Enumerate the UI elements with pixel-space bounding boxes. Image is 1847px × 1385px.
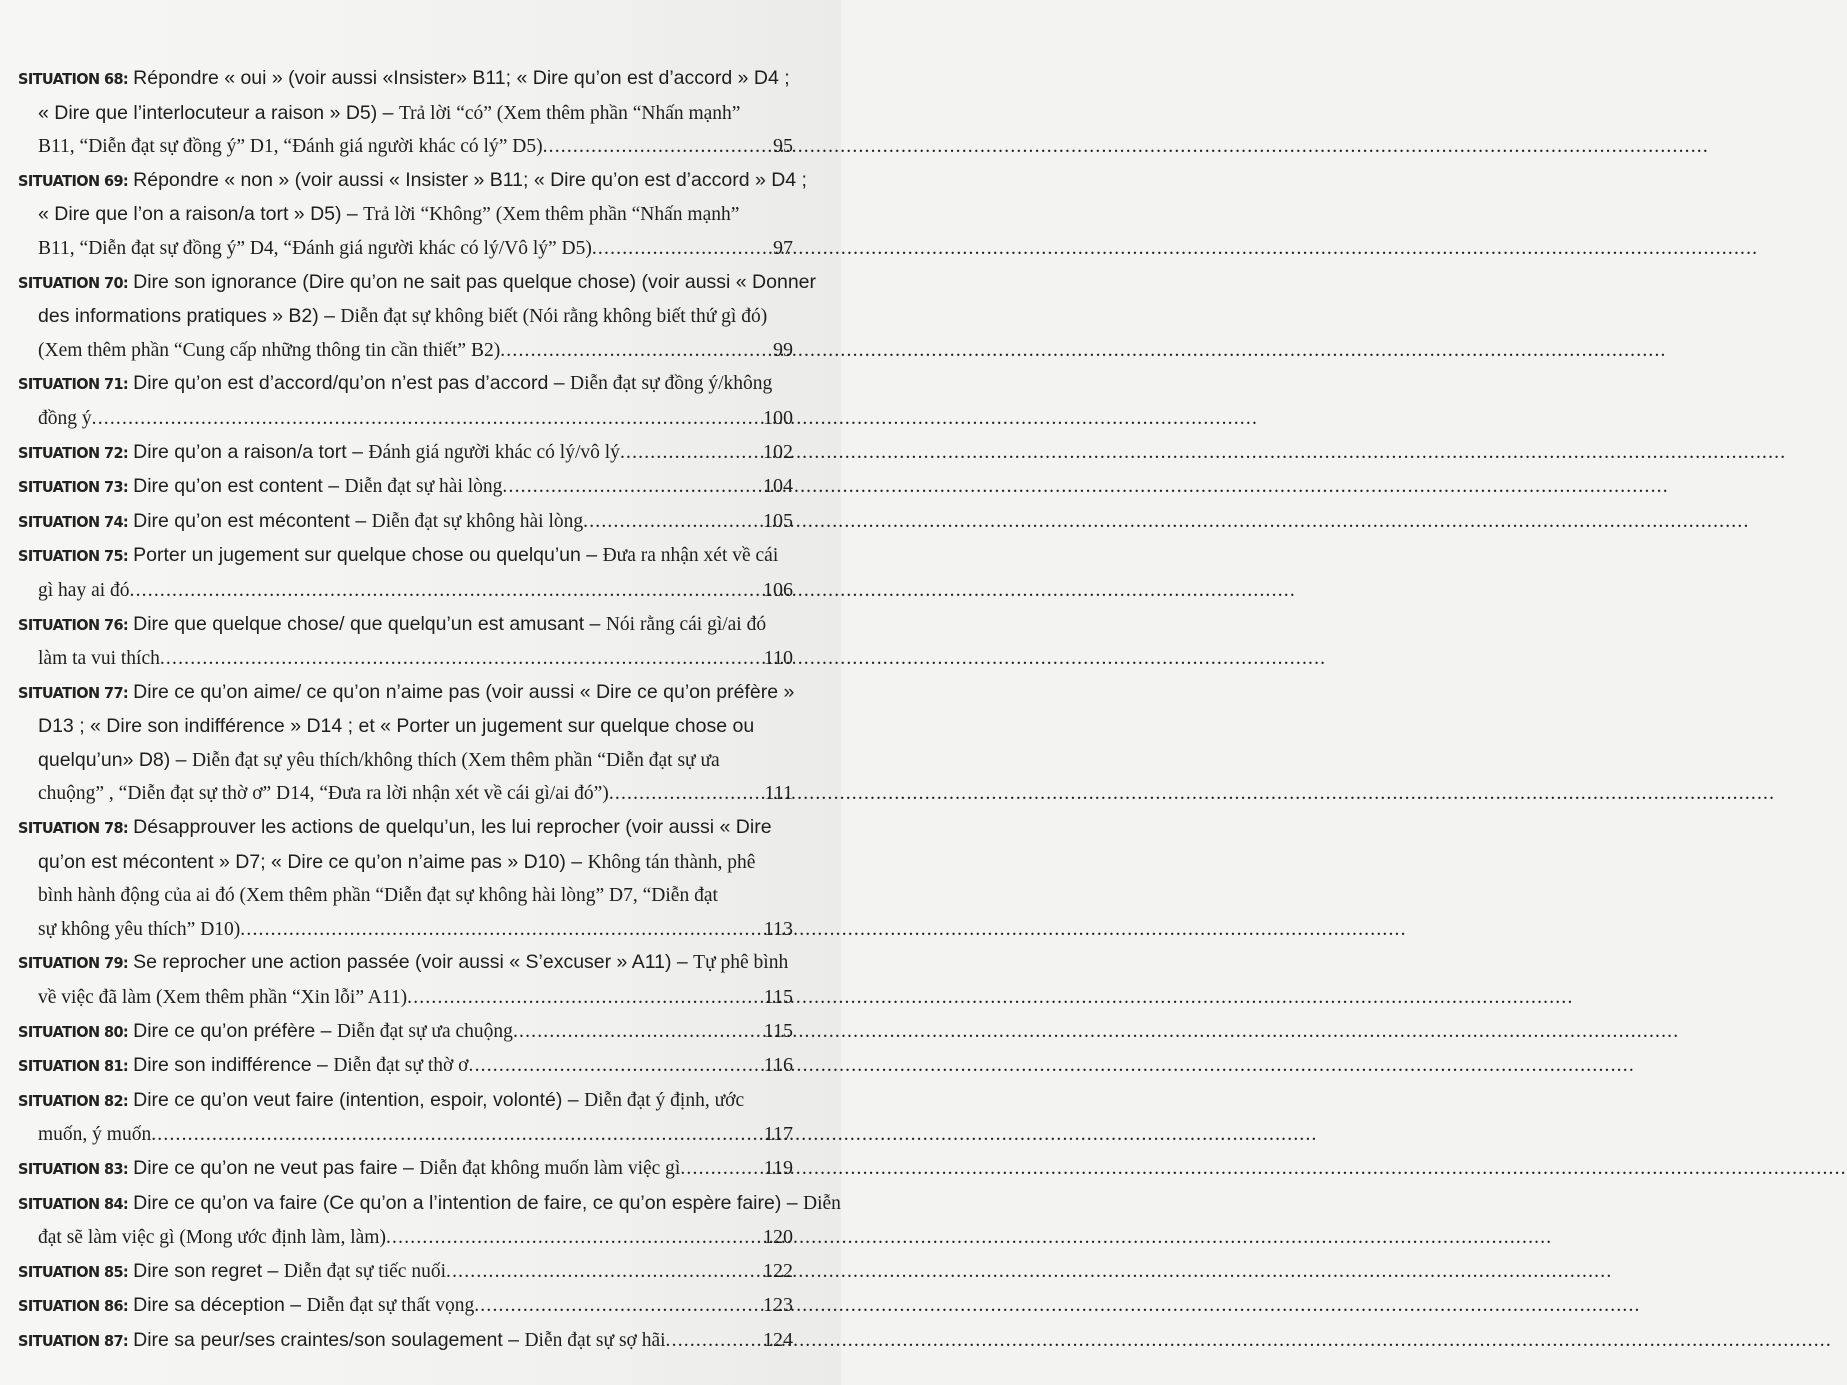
situation-label: SITUATION 83: [18, 1161, 129, 1179]
dot-leader [543, 131, 773, 164]
page-number: 99 [773, 338, 793, 361]
toc-line [18, 846, 793, 880]
toc-line [18, 266, 817, 301]
entry-text [38, 981, 407, 1015]
entry-text [38, 846, 755, 880]
vietnamese-title: chuộng” , “Diễn đạt sự thờ ơ” D14, “Đưa ra lời nhận xét về cái gì/ai đó”) [38, 783, 609, 805]
dot-leader [609, 778, 765, 811]
situation-label: SITUATION 81: [18, 1058, 129, 1076]
toc-entry [18, 1324, 793, 1359]
page-number: 104 [763, 475, 793, 498]
toc-line [18, 436, 793, 471]
entry-text [133, 1324, 665, 1358]
toc-line [18, 946, 793, 981]
vietnamese-title: Diễn đạt không muốn làm việc gì [419, 1158, 681, 1179]
entry-text [133, 1187, 841, 1221]
vietnamese-title: Diễn đạt sự đồng ý/không [569, 373, 773, 395]
entry-text [133, 811, 771, 845]
french-title: des informations pratiques » B2) – [38, 305, 341, 328]
situation-label: SITUATION 78: [18, 820, 129, 838]
situation-label: SITUATION 72: [18, 445, 129, 462]
vietnamese-title: Diễn đạt sự yêu thích/không thích (Xem thêm phần “Diễn đạt sự ưa [191, 749, 720, 771]
toc-line [18, 1255, 793, 1290]
vietnamese-title: Diễn đạt ý định, ước [584, 1089, 745, 1111]
french-title: Répondre « oui » (voir aussi «Insister» B11; « Dire qu’on est d’accord » D4 ; [133, 67, 790, 89]
toc-line [18, 1084, 793, 1119]
entry-text [38, 913, 240, 947]
french-title: Dire sa peur/ses craintes/son soulagement – [133, 1328, 525, 1351]
dot-leader [502, 471, 763, 504]
french-title: Dire que quelque chose/ que quelqu’un est amusant – [133, 612, 606, 635]
vietnamese-title: Diễn đạt sự tiếc nuối [283, 1260, 446, 1282]
toc-entry [18, 436, 793, 471]
dot-leader [130, 575, 763, 608]
vietnamese-title: Tự phê bình [693, 952, 789, 974]
dot-leader [666, 1325, 763, 1358]
entry-text [133, 1289, 474, 1323]
toc-entry [18, 1049, 793, 1084]
situation-label: SITUATION 82: [18, 1093, 129, 1111]
toc-line [18, 710, 793, 744]
toc-entry [18, 470, 793, 505]
entry-text [38, 97, 740, 131]
toc-line [18, 1152, 793, 1187]
toc-line [18, 1187, 841, 1222]
vietnamese-title: Diễn đạt sự thất vọng [306, 1295, 475, 1317]
toc-entry [18, 164, 807, 266]
toc-line [18, 62, 793, 97]
situation-label: SITUATION 80: [18, 1024, 129, 1042]
toc-line [18, 1118, 793, 1152]
toc-line [18, 130, 793, 164]
french-title: Porter un jugement sur quelque chose ou quelqu’un – [133, 544, 603, 567]
toc-entry [18, 608, 793, 676]
french-title: Dire qu’on a raison/a tort – [133, 440, 369, 463]
situation-label: SITUATION 86: [18, 1298, 129, 1316]
vietnamese-title: gì hay ai đó [38, 579, 130, 601]
toc-line [18, 164, 807, 199]
page-number: 97 [773, 236, 793, 259]
toc-entry [18, 946, 793, 1014]
page-number: 119 [763, 1157, 793, 1179]
french-title: Dire son regret – [133, 1259, 284, 1282]
french-title: Dire sa déception – [133, 1294, 307, 1317]
french-title: qu’on est mécontent » D7; « Dire ce qu’on n’aime pas » D10) – [38, 850, 588, 873]
toc-entry [18, 1015, 793, 1050]
dot-leader [92, 403, 763, 436]
french-title: Dire qu’on est content – [133, 475, 345, 498]
page-number: 117 [763, 1123, 793, 1146]
toc-line [18, 879, 793, 913]
vietnamese-title: Diễn đạt sự hài lòng [344, 476, 503, 498]
toc-line [18, 334, 793, 368]
book-page [0, 0, 841, 1385]
page-number: 95 [773, 135, 793, 158]
vietnamese-title: Diễn đạt sự không hài lòng [371, 510, 584, 532]
vietnamese-title: đồng ý [38, 407, 92, 429]
toc-entry [18, 1255, 793, 1290]
french-title: Dire qu’on est d’accord/qu’on n’est pas d’accord – [133, 372, 570, 395]
page-number: 115 [763, 986, 793, 1009]
vietnamese-title: Đưa ra nhận xét về cái [602, 545, 779, 567]
entry-text [38, 777, 609, 811]
toc-line [18, 232, 793, 266]
entry-text [133, 470, 502, 504]
dot-leader [151, 1119, 764, 1152]
toc-entry [18, 505, 793, 540]
page-number: 110 [763, 647, 793, 670]
page-number: 122 [763, 1259, 793, 1282]
dot-leader [500, 335, 773, 368]
french-title: « Dire que l’on a raison/a tort » D5) – [38, 203, 364, 226]
page-number: 116 [763, 1054, 793, 1077]
vietnamese-title: về việc đã làm (Xem thêm phần “Xin lỗi” A11) [38, 987, 408, 1009]
vietnamese-title: B11, “Diễn đạt sự đồng ý” D4, “Đánh giá người khác có lý/Vô lý” D5) [38, 237, 592, 259]
dot-leader [620, 437, 763, 470]
toc-line [18, 1015, 793, 1050]
situation-label: SITUATION 77: [18, 685, 129, 703]
vietnamese-title: Diễn đạt sự thờ ơ [333, 1055, 469, 1077]
page-number: 106 [763, 578, 793, 601]
entry-text [133, 1152, 680, 1186]
situation-label: SITUATION 69: [18, 173, 129, 191]
french-title: Dire ce qu’on va faire (Ce qu’on a l’intention de faire, ce qu’on espère faire) – [133, 1191, 804, 1214]
vietnamese-title: Trả lời “có” (Xem thêm phần “Nhấn mạnh” [398, 102, 741, 124]
toc-line [18, 1289, 793, 1324]
toc-entry [18, 539, 793, 607]
french-title: Dire ce qu’on veut faire (intention, espoir, volonté) – [133, 1088, 585, 1111]
entry-text [133, 539, 778, 573]
french-title: Répondre « non » (voir aussi « Insister » B11; « Dire qu’on est d’accord » D4 ; [133, 168, 807, 191]
french-title: Dire ce qu’on préfère – [133, 1019, 337, 1042]
entry-text [133, 505, 583, 539]
vietnamese-title: Diễn đạt sự sợ hãi [524, 1329, 666, 1351]
vietnamese-title: (Xem thêm phần “Cung cấp những thông tin cần thiết” B2) [38, 339, 501, 361]
entry-text [133, 164, 807, 198]
toc-line [18, 97, 793, 131]
situation-label: SITUATION 68: [18, 71, 129, 89]
toc-line [18, 470, 793, 505]
toc-line [18, 574, 793, 608]
entry-text [133, 946, 788, 980]
table-of-contents [18, 62, 841, 1359]
page-number: 124 [763, 1328, 793, 1351]
toc-line [18, 676, 793, 711]
entry-text [38, 574, 130, 608]
french-title: quelqu’un» D8) – [38, 748, 192, 771]
page-number: 102 [763, 440, 793, 463]
dot-leader [592, 233, 773, 266]
french-title: Désapprouver les actions de quelqu’un, les lui reprocher (voir aussi « Dire [133, 816, 772, 839]
vietnamese-title: Trả lời “Không” (Xem thêm phần “Nhấn mạnh” [363, 204, 740, 226]
dot-leader [407, 982, 764, 1015]
toc-entry [18, 1289, 793, 1324]
toc-line [18, 505, 793, 540]
toc-entry [18, 1152, 793, 1187]
dot-leader [446, 1256, 763, 1289]
vietnamese-title: sự không yêu thích” D10) [38, 918, 241, 940]
toc-entry [18, 367, 793, 435]
situation-label: SITUATION 75: [18, 548, 129, 566]
entry-text [133, 62, 790, 96]
entry-text [133, 436, 620, 470]
vietnamese-title: Đánh giá người khác có lý/vô lý [368, 441, 620, 463]
dot-leader [680, 1153, 763, 1186]
toc-line [18, 367, 793, 402]
entry-text [38, 300, 767, 334]
toc-line [18, 981, 793, 1015]
vietnamese-title: Diễn [803, 1192, 841, 1214]
toc-line [18, 1324, 793, 1359]
french-title: D13 ; « Dire son indifférence » D14 ; et « Porter un jugement sur quelque chose ou [38, 715, 755, 738]
page-number: 111 [764, 782, 793, 805]
toc-entry [18, 266, 817, 368]
toc-line [18, 1049, 793, 1084]
vietnamese-title: đạt sẽ làm việc gì (Mong ước định làm, làm) [38, 1227, 386, 1249]
situation-label: SITUATION 85: [18, 1264, 129, 1282]
situation-label: SITUATION 87: [18, 1333, 129, 1351]
toc-entry [18, 1084, 793, 1152]
french-title: Se reprocher une action passée (voir aussi « S’excuser » A11) – [133, 951, 694, 974]
french-title: Dire son indifférence – [133, 1054, 334, 1077]
toc-entry [18, 62, 793, 164]
toc-line [18, 300, 793, 334]
toc-line [18, 744, 793, 778]
dot-leader [474, 1290, 763, 1323]
entry-text [133, 1049, 468, 1083]
entry-text [38, 1118, 151, 1152]
vietnamese-title: Nói rằng cái gì/ai đó [605, 613, 767, 635]
toc-line [18, 811, 793, 846]
page-number: 123 [763, 1294, 793, 1317]
dot-leader [513, 1016, 764, 1049]
toc-line [18, 642, 793, 676]
page-number: 113 [763, 917, 793, 940]
vietnamese-title: Diễn đạt sự ưa chuộng [336, 1020, 513, 1042]
situation-label: SITUATION 71: [18, 376, 129, 394]
entry-text [38, 402, 92, 436]
entry-text [38, 744, 720, 778]
entry-text [133, 676, 794, 710]
entry-text [38, 1221, 386, 1255]
dot-leader [160, 643, 764, 676]
french-title: Dire ce qu’on ne veut pas faire – [133, 1157, 420, 1179]
situation-label: SITUATION 70: [18, 275, 129, 292]
toc-entry [18, 676, 793, 811]
page-number: 100 [763, 406, 793, 429]
entry-text [38, 232, 592, 266]
entry-text [38, 334, 500, 368]
entry-text [133, 1015, 513, 1049]
entry-text [38, 879, 718, 913]
toc-line [18, 402, 793, 436]
french-title: Dire ce qu’on aime/ ce qu’on n’aime pas (voir aussi « Dire ce qu’on préfère » [133, 680, 795, 703]
toc-line [18, 777, 793, 811]
toc-line [18, 913, 793, 947]
toc-line [18, 608, 793, 643]
toc-entry [18, 1187, 841, 1255]
entry-text [38, 130, 543, 164]
situation-label: SITUATION 76: [18, 617, 129, 634]
vietnamese-title: Diễn đạt sự không biết (Nói rằng không biết thứ gì đó) [340, 306, 768, 328]
french-title: « Dire que l’interlocuteur a raison » D5) – [38, 101, 399, 124]
entry-text [38, 642, 160, 676]
dot-leader [240, 914, 763, 947]
situation-label: SITUATION 84: [18, 1196, 129, 1213]
toc-line [18, 539, 793, 574]
situation-label: SITUATION 74: [18, 514, 129, 532]
vietnamese-title: muốn, ý muốn [38, 1124, 152, 1146]
vietnamese-title: làm ta vui thích [38, 648, 160, 670]
entry-text [133, 1255, 446, 1289]
entry-text [133, 367, 772, 401]
french-title: Dire son ignorance (Dire qu’on ne sait pas quelque chose) (voir aussi « Donner [133, 270, 817, 293]
french-title: Dire qu’on est mécontent – [133, 509, 372, 532]
vietnamese-title: B11, “Diễn đạt sự đồng ý” D1, “Đánh giá người khác có lý” D5) [38, 136, 543, 158]
page-number: 115 [763, 1019, 793, 1042]
entry-text [133, 1084, 744, 1118]
page-number: 120 [763, 1226, 793, 1249]
vietnamese-title: bình hành động của ai đó (Xem thêm phần “Diễn đạt sự không hài lòng” D7, “Diễn đạt [38, 885, 718, 907]
entry-text [38, 198, 739, 232]
dot-leader [469, 1050, 764, 1083]
entry-text [38, 710, 754, 744]
toc-entry [18, 811, 793, 946]
entry-text [133, 608, 766, 642]
dot-leader [583, 506, 763, 539]
toc-line [18, 198, 793, 232]
situation-label: SITUATION 79: [18, 956, 129, 973]
dot-leader [386, 1222, 763, 1255]
entry-text [133, 266, 816, 300]
vietnamese-title: Không tán thành, phê [587, 851, 756, 873]
page-number: 105 [763, 509, 793, 532]
situation-label: SITUATION 73: [18, 479, 129, 497]
toc-line [18, 1221, 793, 1255]
